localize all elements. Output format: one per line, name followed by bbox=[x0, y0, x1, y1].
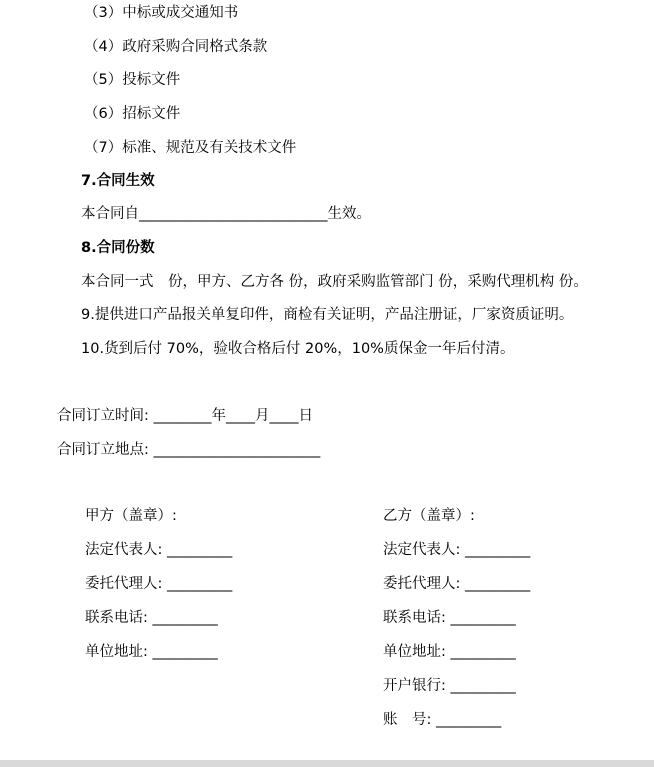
attachment-item-3: （3）中标或成交通知书 bbox=[84, 5, 239, 21]
party-a-title: 甲方（盖章）: bbox=[85, 508, 177, 524]
attachment-item-5: （5）投标文件 bbox=[84, 72, 181, 88]
party-b-title: 乙方（盖章）: bbox=[383, 508, 475, 524]
party-a-phone: 联系电话: _________ bbox=[85, 610, 218, 626]
party-a-legal-rep: 法定代表人: _________ bbox=[85, 542, 233, 558]
attachment-item-6: （6）招标文件 bbox=[84, 106, 181, 122]
party-b-account: 账 号: _________ bbox=[383, 712, 502, 728]
party-b-phone: 联系电话: _________ bbox=[383, 610, 516, 626]
clause10-line: 10.货到后付 70%，验收合格后付 20%，10%质保金一年后付清。 bbox=[81, 341, 515, 357]
attachment-item-4: （4）政府采购合同格式条款 bbox=[84, 39, 268, 55]
party-a-agent: 委托代理人: _________ bbox=[85, 576, 233, 592]
party-b-bank: 开户银行: _________ bbox=[383, 678, 516, 694]
clause7-effective-line: 本合同自__________________________生效。 bbox=[81, 206, 371, 222]
party-b-legal-rep: 法定代表人: _________ bbox=[383, 542, 531, 558]
bottom-bar bbox=[0, 760, 654, 767]
party-b-address: 单位地址: _________ bbox=[383, 644, 516, 660]
party-a-address: 单位地址: _________ bbox=[85, 644, 218, 660]
clause8-copies-line: 本合同一式 份，甲方、乙方各 份，政府采购监管部门 份，采购代理机构 份。 bbox=[81, 274, 588, 290]
clause7-heading: 7.合同生效 bbox=[81, 173, 155, 189]
signing-place-line: 合同订立地点: _______________________ bbox=[57, 442, 321, 458]
signing-time-line: 合同订立时间: ________年____月____日 bbox=[57, 408, 313, 424]
clause9-line: 9.提供进口产品报关单复印件，商检有关证明，产品注册证，厂家资质证明。 bbox=[81, 307, 574, 323]
clause8-heading: 8.合同份数 bbox=[81, 240, 155, 256]
party-b-agent: 委托代理人: _________ bbox=[383, 576, 531, 592]
attachment-item-7: （7）标准、规范及有关技术文件 bbox=[84, 140, 297, 156]
